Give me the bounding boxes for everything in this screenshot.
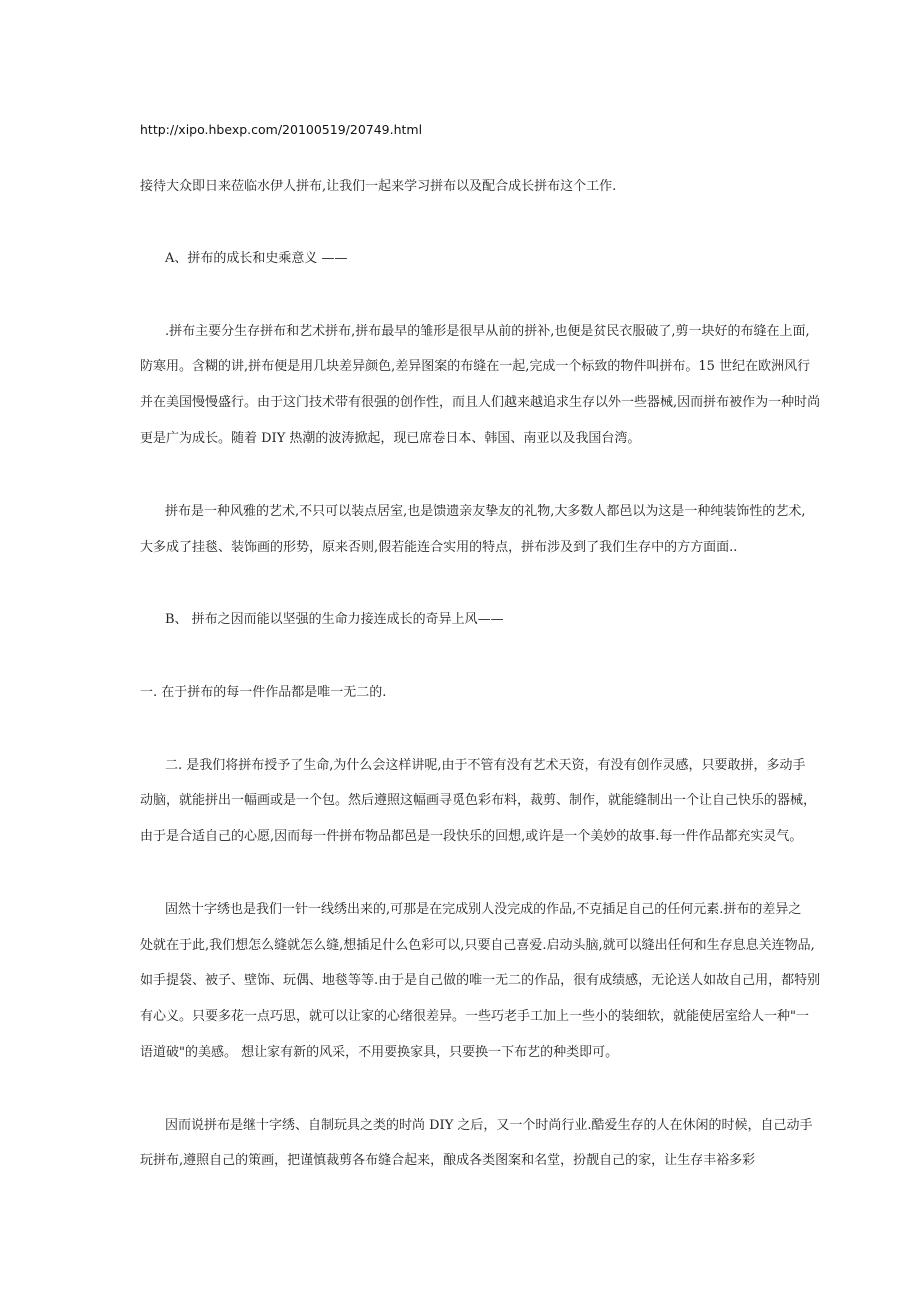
paragraph-line: 动脑，就能拼出一幅画或是一个包。然后遵照这幅画寻觅色彩布料，裁剪、制作，就能缝制出一个让自己快乐的器械， <box>140 793 817 808</box>
paragraph-line: 处就在于此,我们想怎么缝就怎么缝,想插足什么色彩可以,只要自己喜爱.启动头脑,就可以缝出任何和生存息息关连物品, <box>140 938 815 953</box>
intro-line: 接待大众即日来莅临水伊人拼布,让我们一起来学习拼布以及配合成长拼布这个工作. <box>140 179 617 194</box>
paragraph-line: 因而说拼布是继十字绣、自制玩具之类的时尚 DIY 之后，又一个时尚行业.酷爱生存的人在休闲的时候，自己动手 <box>165 1118 813 1133</box>
section-a-heading: A、拼布的成长和史乘意义 —— <box>165 251 348 266</box>
paragraph-line: 拼布是一种风雅的艺术,不只可以装点居室,也是馈遗亲友挚友的礼物,大多数人都邑以为这是一种纯装饰性的艺术, <box>165 504 806 519</box>
list-item-one: 一. 在于拼布的每一件作品都是唯一无二的. <box>140 685 387 700</box>
paragraph-line: 防寒用。含糊的讲,拼布便是用几块差异颜色,差异图案的布缝在一起,完成一个标致的物件叫拼布。15 世纪在欧洲风行 <box>140 359 811 374</box>
paragraph-line: 更是广为成长。随着 DIY 热潮的波涛掀起，现已席卷日本、韩国、南亚以及我国台湾。 <box>140 431 641 446</box>
section-b-heading: B、 拼布之因而能以坚强的生命力接连成长的奇异上风—— <box>165 612 504 627</box>
paragraph-line: 玩拼布,遵照自己的策画，把谨慎裁剪各布缝合起来，酿成各类图案和名堂，扮靓自己的家，让生存丰裕多彩 <box>140 1153 756 1168</box>
paragraph-line: 固然十字绣也是我们一针一线绣出来的,可那是在完成别人没完成的作品,不克插足自己的任何元素.拼布的差异之 <box>165 902 802 917</box>
paragraph-line: 有心义。只要多花一点巧思，就可以让家的心绪很差异。一些巧老手工加上一些小的装细软，就能使居室给人一种"一 <box>140 1009 809 1024</box>
paragraph-line: 并在美国慢慢盛行。由于这门技术带有很强的创作性，而且人们越来越追求生存以外一些器械,因而拼布被作为一种时尚 <box>140 395 821 410</box>
paragraph-line: 如手提袋、被子、壁饰、玩偶、地毯等等.由于是自己做的唯一无二的作品，很有成绩感，无论送人如故自己用，都特别 <box>140 973 821 988</box>
paragraph-line: 二. 是我们将拼布授予了生命,为什么会这样讲呢,由于不管有没有艺术天资，有没有创作灵感，只要敢拼，多动手 <box>165 758 806 773</box>
paragraph-line: 由于是合适自己的心愿,因而每一件拼布物品都邑是一段快乐的回想,或许是一个美妙的故事.每一件作品都充实灵气。 <box>140 829 803 844</box>
paragraph-line: 大多成了挂毯、装饰画的形势，原来否则,假若能连合实用的特点，拼布涉及到了我们生存中的方方面面.. <box>140 540 738 555</box>
paragraph-line: .拼布主要分生存拼布和艺术拼布,拼布最早的雏形是很早从前的拼补,也便是贫民衣服破了,剪一块好的布缝在上面, <box>165 324 810 339</box>
paragraph-line: 语道破"的美感。 想让家有新的风采，不用要换家具，只要换一下布艺的种类即可。 <box>140 1045 619 1060</box>
source-url: http://xipo.hbexp.com/20100519/20749.html <box>140 122 423 137</box>
